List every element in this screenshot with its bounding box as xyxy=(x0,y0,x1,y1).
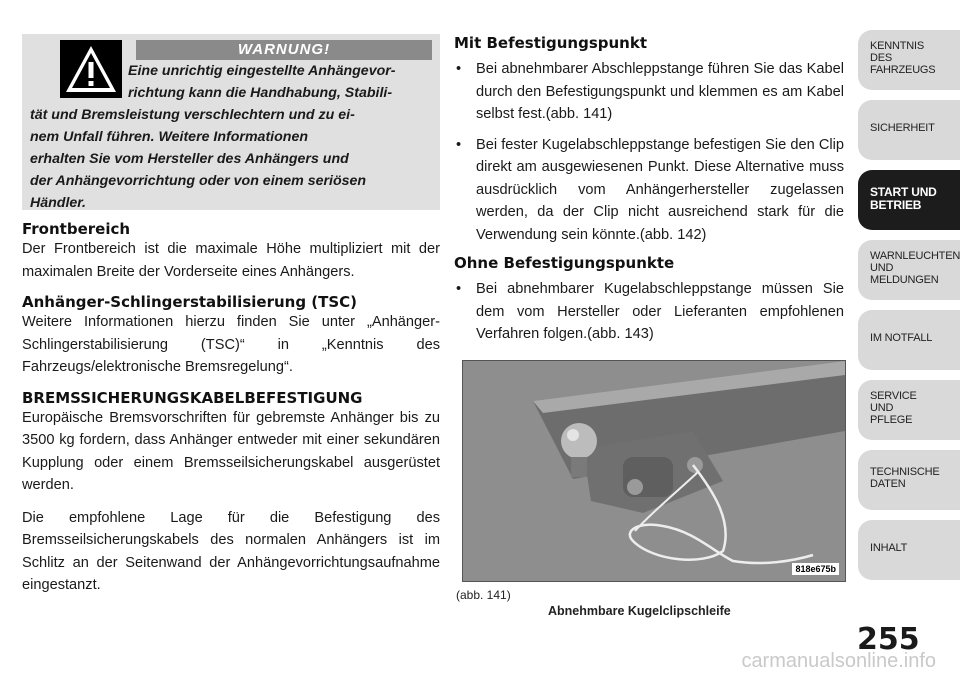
list-item: • Bei fester Kugelabschleppstange befestigen Sie den Clip direkt am ausgewiesenen Punkt. Diese Alternative muss ausdrücklich vom Anhängerhersteller zugelassen werden, da der Clip nicht ausreichend stark für die Verwendung sein könnte.(abb. 142) xyxy=(456,136,844,243)
chapter-tabs xyxy=(858,30,960,590)
page-number: 255 xyxy=(857,622,920,657)
brems-text-2: Die empfohlene Lage für die Befestigung des Bremsseilsicherungskabels des normalen Anhängers ist im Schlitz an der Seitenwand der Anhängevorrichtungsaufnahme eingestanzt. xyxy=(22,509,440,593)
frontbereich-text: Der Frontbereich ist die maximale Höhe multipliziert mit der maximalen Breite der Vorderseite eines Anhängers. xyxy=(22,241,440,280)
brems-heading: BREMSSICHERUNGSKABELBEFESTIGUNG xyxy=(22,388,363,407)
tab-technische-daten[interactable]: TECHNISCHE DATEN xyxy=(858,450,960,510)
warning-title: WARNUNG! xyxy=(136,40,432,60)
warning-box xyxy=(22,34,440,210)
figure-code: 818e675b xyxy=(792,563,839,575)
warning-line: erhalten Sie vom Hersteller des Anhängers und xyxy=(30,151,349,167)
watermark: carmanualsonline.info xyxy=(741,650,936,672)
tab-kenntnis-des-fahrzeugs[interactable]: KENNTNIS DES FAHRZEUGS xyxy=(858,30,960,90)
mit-list xyxy=(454,58,844,246)
tsc-heading: Anhänger-Schlingerstabilisierung (TSC) xyxy=(22,293,358,311)
tab-service-und-pflege[interactable]: SERVICE UND PFLEGE xyxy=(858,380,960,440)
warning-line: tät und Bremsleistung verschlechtern und zu ei- xyxy=(30,107,355,123)
ohne-list xyxy=(454,278,844,346)
figure-caption: Abnehmbare Kugelclipschleife xyxy=(548,604,731,618)
list-item: • Bei abnehmbarer Kugelabschleppstange müssen Sie dem vom Hersteller oder Lieferanten empfohlenen Verfahren folgen.(abb. 143) xyxy=(456,281,844,342)
tab-warnleuchten[interactable]: WARNLEUCHTEN UND MELDUNGEN xyxy=(858,240,960,300)
warning-triangle-icon xyxy=(60,40,122,98)
tow-hitch-illustration xyxy=(463,361,845,581)
warning-line: Eine unrichtig eingestellte Anhängevor- xyxy=(128,63,396,79)
tsc-text: Weitere Informationen hierzu finden Sie unter „Anhänger-Schlingerstabilisierung (TSC)“ in „Kenntnis des Fahrzeugs/elektronische Bremsregelung“. xyxy=(22,314,440,375)
warning-line: richtung kann die Handhabung, Stabili- xyxy=(128,85,393,101)
list-item: • Bei abnehmbarer Abschleppstange führen Sie das Kabel durch den Befestigungspunkt und klemmen es am Kabel selbst fest.(abb. 141) xyxy=(456,61,844,122)
brems-text-1: Europäische Bremsvorschriften für gebremste Anhänger bis zu 3500 kg fordern, dass Anhänger entweder mit einer sekundären Kupplung oder einem Bremsseilsicherungskabel ausgerüstet werden. xyxy=(22,409,440,493)
tab-inhalt[interactable]: INHALT xyxy=(858,520,960,580)
figure-reference: (abb. 141) xyxy=(456,588,511,602)
frontbereich-heading: Frontbereich xyxy=(22,220,131,238)
tow-hitch-figure xyxy=(462,360,846,582)
left-column xyxy=(22,34,440,597)
warning-line: nem Unfall führen. Weitere Informationen xyxy=(30,129,308,145)
right-column xyxy=(454,34,844,354)
warning-line: Händler. xyxy=(30,195,86,211)
ohne-befestigungspunkte-heading: Ohne Befestigungspunkte xyxy=(454,254,675,272)
tab-start-und-betrieb[interactable]: START UND BETRIEB xyxy=(858,170,960,230)
tab-sicherheit[interactable]: SICHERHEIT xyxy=(858,100,960,160)
warning-line: der Anhängevorrichtung oder von einem seriösen xyxy=(30,173,367,189)
mit-befestigungspunkt-heading: Mit Befestigungspunkt xyxy=(454,34,648,52)
tab-im-notfall[interactable]: IM NOTFALL xyxy=(858,310,960,370)
